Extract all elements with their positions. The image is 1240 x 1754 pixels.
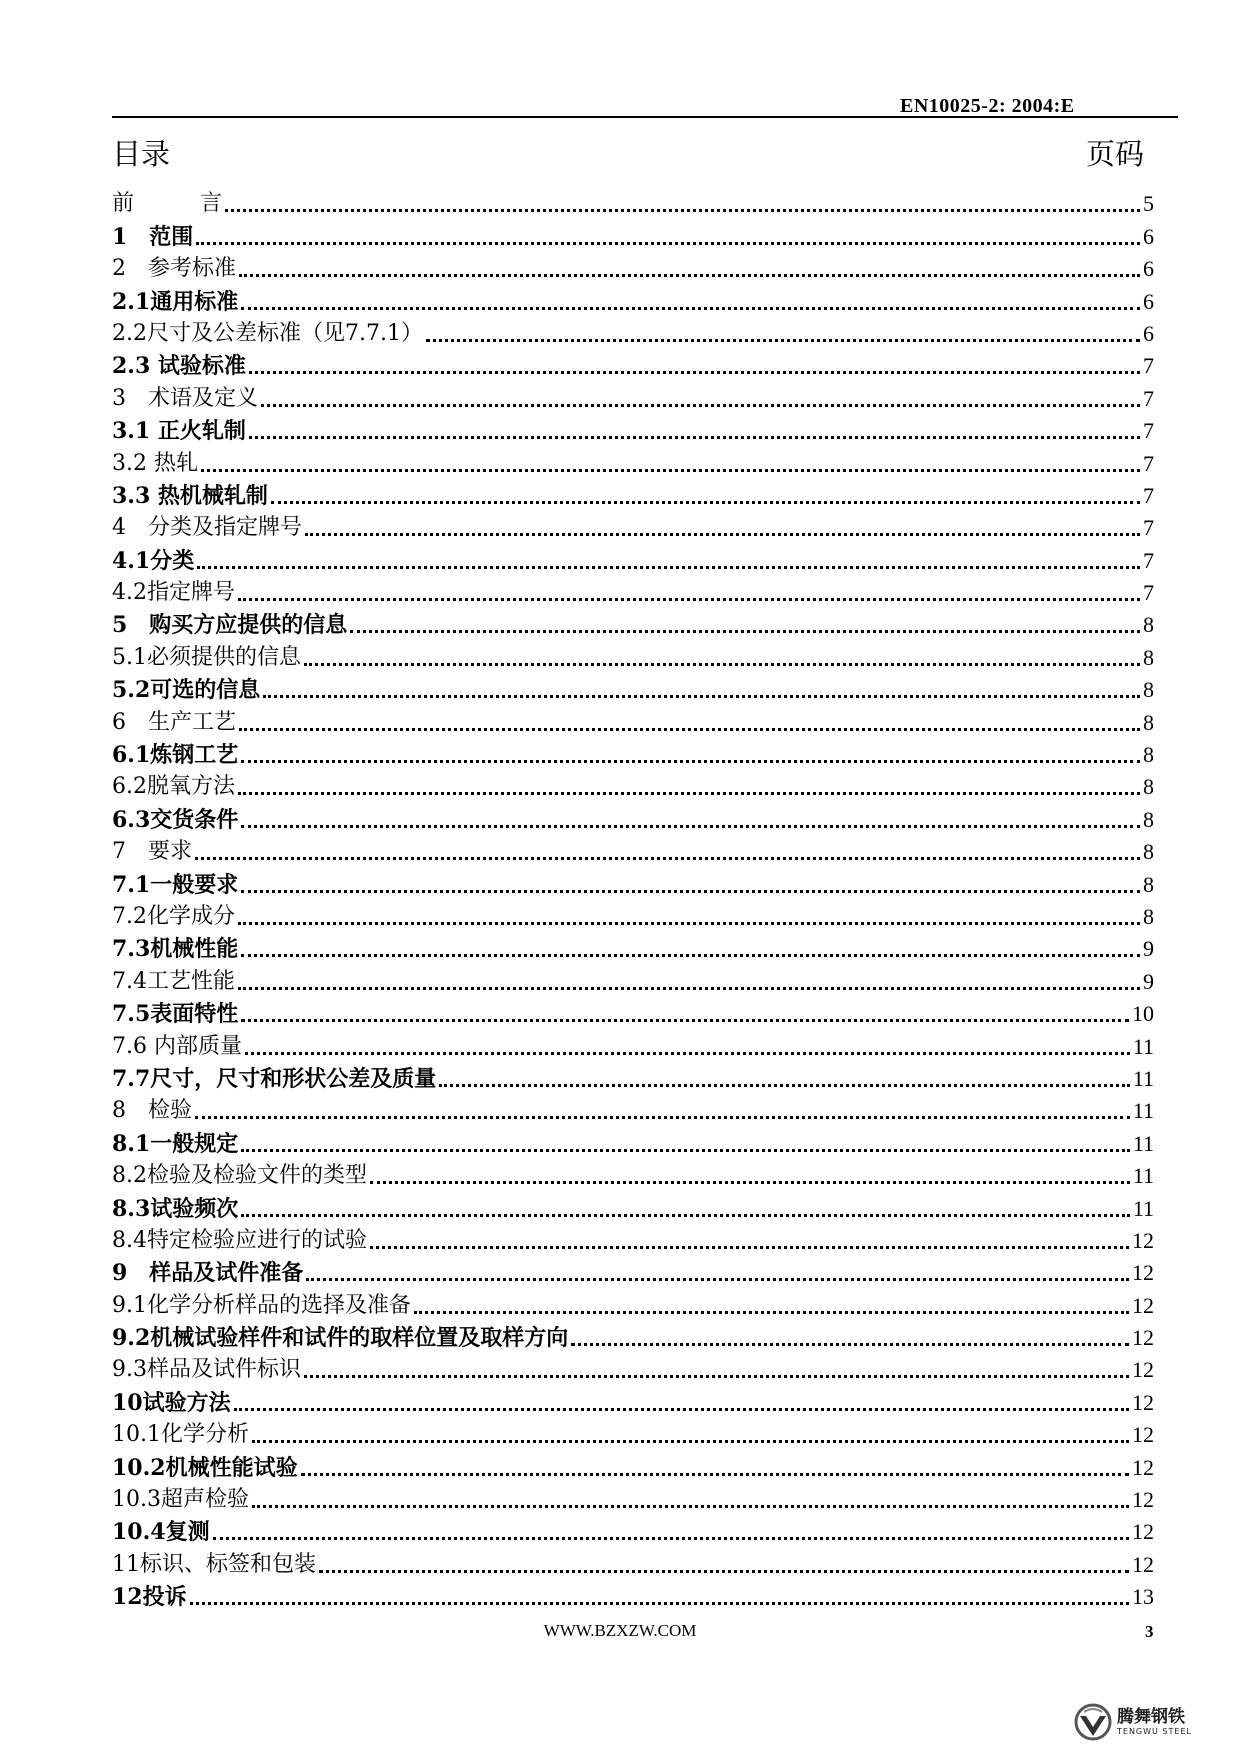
toc-dot-leader — [252, 1505, 1129, 1508]
toc-entry-title: 3.1 正火轧制 — [112, 418, 246, 445]
document-code: EN10025-2: 2004:E — [900, 95, 1075, 117]
toc-entry[interactable] — [112, 574, 1154, 606]
toc-entry-page: 6 — [1143, 256, 1154, 282]
toc-dot-leader — [239, 728, 1140, 731]
toc-entry[interactable] — [112, 1027, 1154, 1059]
toc-dot-leader — [241, 307, 1140, 310]
toc-entry-title: 9.1化学分析样品的选择及准备 — [112, 1292, 411, 1318]
toc-dot-leader — [241, 1214, 1130, 1217]
toc-dot-leader — [370, 1246, 1129, 1249]
toc-dot-leader — [370, 1181, 1130, 1184]
toc-entry-title: 5.2可选的信息 — [112, 677, 261, 704]
toc-entry[interactable] — [112, 282, 1154, 314]
toc-entry-page: 8 — [1143, 774, 1154, 800]
toc-entry-title: 6.2脱氧方法 — [112, 774, 235, 800]
toc-dot-leader — [304, 1375, 1129, 1378]
toc-dot-leader — [301, 1473, 1129, 1476]
toc-entry-page: 11 — [1132, 1033, 1154, 1059]
toc-entry[interactable] — [112, 736, 1154, 768]
toc-entry-title: 7.7尺寸，尺寸和形状公差及质量 — [112, 1065, 437, 1092]
toc-entry-title: 4 分类及指定牌号 — [112, 515, 302, 541]
toc-entry[interactable] — [112, 315, 1154, 347]
toc-dot-leader — [571, 1343, 1129, 1346]
toc-entry[interactable] — [112, 1060, 1154, 1092]
toc-entry-title: 2.2尺寸及公差标准（见7.7.1） — [112, 320, 423, 346]
toc-entry-page: 12 — [1132, 1292, 1154, 1318]
toc-entry-title: 10.2机械性能试验 — [112, 1454, 298, 1481]
toc-entry-page: 7 — [1143, 547, 1154, 573]
toc-dot-leader — [252, 1440, 1129, 1443]
toc-entry-title: 7 要求 — [112, 839, 192, 865]
toc-entry[interactable] — [112, 995, 1154, 1027]
toc-entry[interactable] — [112, 477, 1154, 509]
toc-dot-leader — [190, 1602, 1129, 1605]
toc-entry-page: 8 — [1143, 612, 1154, 638]
toc-entry-title: 8.1一般规定 — [112, 1130, 239, 1157]
toc-entry-page: 7 — [1143, 418, 1154, 444]
toc-entry-page: 5 — [1143, 191, 1154, 217]
toc-dot-leader — [241, 890, 1140, 893]
toc-dot-leader — [319, 1570, 1129, 1573]
toc-entry-title: 3.2 热轧 — [112, 450, 198, 476]
toc-dot-leader — [238, 792, 1140, 795]
toc-entry-title: 2.1通用标准 — [112, 288, 239, 315]
toc-entry-title: 7.4工艺性能 — [112, 968, 235, 994]
toc-entry[interactable] — [112, 1481, 1154, 1513]
toc-entry[interactable] — [112, 800, 1154, 832]
toc-entry-page: 8 — [1143, 903, 1154, 929]
toc-entry-title: 2 参考标准 — [112, 256, 236, 282]
toc-entry-page: 12 — [1132, 1519, 1154, 1545]
toc-entry[interactable] — [112, 703, 1154, 735]
toc-entry[interactable] — [112, 250, 1154, 282]
logo-mark-icon — [1073, 1702, 1113, 1742]
toc-entry-page: 7 — [1143, 580, 1154, 606]
header-rule — [112, 116, 1178, 118]
toc-entry[interactable] — [112, 638, 1154, 670]
toc-dot-leader — [306, 1278, 1129, 1281]
company-logo — [1073, 1700, 1223, 1744]
toc-entry[interactable] — [112, 865, 1154, 897]
toc-entry-title: 7.1一般要求 — [112, 871, 239, 898]
toc-entry-page: 11 — [1132, 1195, 1154, 1221]
toc-entry-page: 12 — [1132, 1487, 1154, 1513]
toc-dot-leader — [241, 1019, 1129, 1022]
toc-dot-leader — [439, 1084, 1130, 1087]
toc-dot-leader — [197, 566, 1140, 569]
toc-entry-title: 5.1必须提供的信息 — [112, 644, 301, 670]
toc-dot-leader — [234, 1408, 1129, 1411]
toc-entry-page: 12 — [1132, 1357, 1154, 1383]
toc-entry-title: 7.3机械性能 — [112, 936, 239, 963]
toc-entry[interactable] — [112, 1189, 1154, 1221]
toc-entry[interactable] — [112, 962, 1154, 994]
toc-entry[interactable] — [112, 1578, 1154, 1610]
toc-entry-title: 4.2指定牌号 — [112, 580, 235, 606]
toc-entry[interactable] — [112, 347, 1154, 379]
toc-entry[interactable] — [112, 1513, 1154, 1545]
toc-entry-page: 7 — [1143, 450, 1154, 476]
toc-entry-page: 9 — [1143, 968, 1154, 994]
toc-dot-leader — [241, 1149, 1130, 1152]
toc-entry-page: 8 — [1143, 709, 1154, 735]
toc-entry[interactable] — [112, 509, 1154, 541]
toc-dot-leader — [196, 242, 1140, 245]
toc-entry-page: 6 — [1143, 223, 1154, 249]
toc-dot-leader — [201, 469, 1140, 472]
toc-dot-leader — [263, 695, 1140, 698]
toc-page-label: 页码 — [1085, 137, 1144, 171]
toc-entry-page: 7 — [1143, 353, 1154, 379]
toc-entry-title: 6.1炼钢工艺 — [112, 742, 239, 769]
toc-entry[interactable] — [112, 541, 1154, 573]
page-number: 3 — [1145, 1622, 1154, 1641]
toc-dot-leader — [426, 339, 1140, 342]
toc-entry-page: 12 — [1132, 1454, 1154, 1480]
toc-entry-page: 13 — [1132, 1584, 1154, 1610]
toc-entry-title: 10.3超声检验 — [112, 1487, 249, 1513]
toc-entry-page: 12 — [1132, 1551, 1154, 1577]
toc-entry-page: 6 — [1143, 288, 1154, 314]
toc-entry-page: 8 — [1143, 644, 1154, 670]
toc-entry-page: 11 — [1132, 1098, 1154, 1124]
toc-entry-title: 5 购买方应提供的信息 — [112, 612, 348, 639]
toc-entry-page: 8 — [1143, 806, 1154, 832]
toc-entry-page: 8 — [1143, 871, 1154, 897]
toc-entry-title: 9 样品及试件准备 — [112, 1260, 304, 1287]
toc-entry-page: 7 — [1143, 482, 1154, 508]
toc-entry-title: 2.3 试验标准 — [112, 353, 246, 380]
toc-entry-page: 12 — [1132, 1325, 1154, 1351]
toc-entry-page: 8 — [1143, 742, 1154, 768]
toc-entry-title: 11标识、标签和包装 — [112, 1551, 316, 1577]
toc-entry[interactable] — [112, 412, 1154, 444]
toc-entry-title: 8 检验 — [112, 1098, 192, 1124]
toc-entry-page: 7 — [1143, 385, 1154, 411]
toc-entry[interactable] — [112, 930, 1154, 962]
toc-entry-title: 8.4特定检验应进行的试验 — [112, 1227, 367, 1253]
toc-entry-page: 12 — [1132, 1389, 1154, 1415]
toc-list — [112, 185, 1154, 1610]
toc-entry-title: 7.5表面特性 — [112, 1001, 239, 1028]
toc-dot-leader — [195, 1116, 1130, 1119]
toc-dot-leader — [213, 1537, 1129, 1540]
toc-entry[interactable] — [112, 1351, 1154, 1383]
toc-entry-title: 8.3试验频次 — [112, 1195, 239, 1222]
toc-heading — [112, 132, 1144, 173]
toc-title: 目录 — [112, 137, 171, 171]
toc-entry-page: 11 — [1132, 1130, 1154, 1156]
toc-dot-leader — [241, 825, 1140, 828]
toc-entry-title: 3 术语及定义 — [112, 385, 258, 411]
toc-entry-title: 7.2化学成分 — [112, 903, 235, 929]
toc-dot-leader — [271, 501, 1140, 504]
toc-entry[interactable] — [112, 185, 1154, 217]
logo-name-cn: 腾舞钢铁 — [1117, 1707, 1185, 1727]
toc-entry[interactable] — [112, 606, 1154, 638]
toc-entry-page: 7 — [1143, 515, 1154, 541]
toc-entry[interactable] — [112, 444, 1154, 476]
toc-entry-title: 10.1化学分析 — [112, 1422, 249, 1448]
toc-dot-leader — [350, 630, 1140, 633]
toc-entry-page: 11 — [1132, 1065, 1154, 1091]
toc-entry-page: 10 — [1132, 1001, 1154, 1027]
toc-entry[interactable] — [112, 1254, 1154, 1286]
toc-entry[interactable] — [112, 1124, 1154, 1156]
toc-entry-title: 9.2机械试验样件和试件的取样位置及取样方向 — [112, 1325, 569, 1352]
toc-entry[interactable] — [112, 898, 1154, 930]
toc-entry[interactable] — [112, 1222, 1154, 1254]
toc-entry[interactable] — [112, 379, 1154, 411]
toc-dot-leader — [238, 987, 1140, 990]
toc-dot-leader — [261, 404, 1140, 407]
toc-entry-title: 3.3 热机械轧制 — [112, 482, 268, 509]
toc-entry[interactable] — [112, 217, 1154, 249]
toc-dot-leader — [241, 954, 1140, 957]
toc-entry[interactable] — [112, 1545, 1154, 1577]
toc-entry-title: 4.1分类 — [112, 547, 195, 574]
toc-dot-leader — [195, 857, 1140, 860]
toc-entry-title: 9.3样品及试件标识 — [112, 1357, 301, 1383]
toc-entry-title: 6.3交货条件 — [112, 806, 239, 833]
toc-dot-leader — [245, 1052, 1130, 1055]
toc-entry-title: 6 生产工艺 — [112, 709, 236, 735]
toc-dot-leader — [414, 1311, 1129, 1314]
toc-dot-leader — [238, 922, 1140, 925]
toc-entry-title: 前 言 — [112, 191, 223, 217]
toc-entry[interactable] — [112, 1383, 1154, 1415]
toc-dot-leader — [239, 274, 1140, 277]
toc-entry-title: 7.6 内部质量 — [112, 1033, 242, 1059]
toc-dot-leader — [304, 663, 1140, 666]
toc-dot-leader — [249, 371, 1140, 374]
toc-entry[interactable] — [112, 1416, 1154, 1448]
toc-entry-title: 12投诉 — [112, 1584, 187, 1611]
toc-entry[interactable] — [112, 833, 1154, 865]
toc-dot-leader — [238, 598, 1140, 601]
toc-dot-leader — [305, 533, 1140, 536]
toc-dot-leader — [241, 760, 1140, 763]
toc-entry[interactable] — [112, 1448, 1154, 1480]
toc-entry-title: 10.4复测 — [112, 1519, 210, 1546]
toc-entry[interactable] — [112, 671, 1154, 703]
toc-entry[interactable] — [112, 1092, 1154, 1124]
toc-entry-page: 8 — [1143, 839, 1154, 865]
toc-entry-page: 9 — [1143, 936, 1154, 962]
toc-entry-page: 12 — [1132, 1260, 1154, 1286]
toc-entry-page: 8 — [1143, 677, 1154, 703]
toc-entry-page: 6 — [1143, 320, 1154, 346]
toc-entry-page: 11 — [1132, 1163, 1154, 1189]
logo-name-en: TENGWU STEEL — [1117, 1727, 1192, 1736]
toc-entry[interactable] — [112, 1157, 1154, 1189]
toc-entry-title: 8.2检验及检验文件的类型 — [112, 1163, 367, 1189]
toc-dot-leader — [249, 436, 1140, 439]
toc-entry-title: 1 范围 — [112, 223, 194, 250]
toc-entry[interactable] — [112, 1319, 1154, 1351]
toc-entry[interactable] — [112, 1286, 1154, 1318]
toc-dot-leader — [225, 209, 1140, 212]
toc-entry-title: 10试验方法 — [112, 1389, 231, 1416]
toc-entry[interactable] — [112, 768, 1154, 800]
toc-entry-page: 12 — [1132, 1227, 1154, 1253]
toc-entry-page: 12 — [1132, 1422, 1154, 1448]
footer-website: WWW.BZXZW.COM — [543, 1621, 697, 1640]
